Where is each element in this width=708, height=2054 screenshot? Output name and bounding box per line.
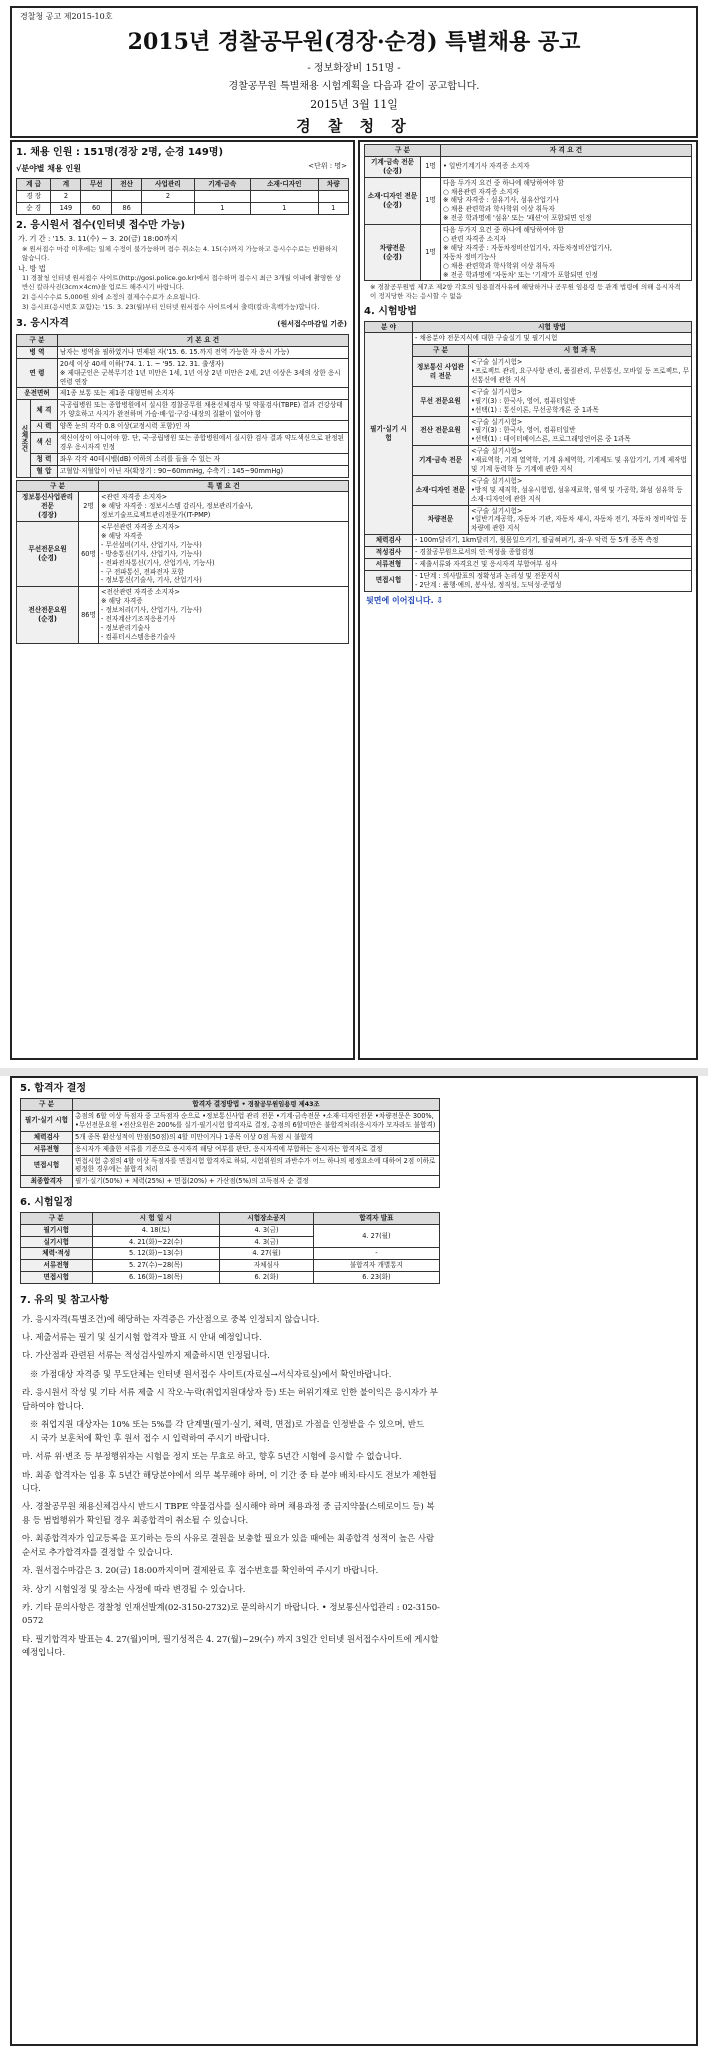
cell: 정보통신사업관리 전문 (경장): [17, 492, 79, 522]
page-2-frame: [10, 1076, 698, 2046]
table-header: 구 분: [365, 145, 441, 157]
cell: 혈 압: [31, 465, 58, 477]
notes-list: [16, 1313, 446, 1660]
cell: 운전면허: [17, 388, 58, 400]
list-item: 자. 원서접수마감은 3. 20(금) 18:00까지이며 결제완료 후 접수번호를 확인하여 주시기 바랍니다.: [22, 1565, 379, 1576]
cell: 6. 16(화)~18(목): [92, 1272, 220, 1284]
cell: 체력검사: [21, 1131, 73, 1143]
table-row: [17, 400, 349, 421]
cell: 무선 전문요원: [413, 386, 469, 416]
cell: [318, 191, 349, 203]
cell: 1명: [421, 177, 441, 224]
cell: 순 경: [17, 203, 51, 215]
cell: [111, 191, 141, 203]
section-6-title: 6. 시험일정: [20, 1197, 73, 1209]
cell: 경 장: [17, 191, 51, 203]
section-3-title: 3. 응시자격: [16, 317, 69, 329]
cell: 색 신: [31, 433, 58, 454]
table-row: [365, 416, 692, 446]
cell: <구술 실기시험> •방적 및 제직학, 섬유시험법, 섬유재료학, 염색 및 가공학, 화섬 섬유학 등 소재·디자인에 관한 지식: [469, 475, 692, 505]
table-header: 시 험 과 목: [469, 345, 692, 357]
list-item: ※ 가점대상 자격증 및 무도단체는 인터넷 원서접수 사이트(자료실→서식자료실)에서 확인바랍니다.: [30, 1368, 392, 1379]
cell: 최종합격자: [21, 1176, 73, 1188]
apply-method-1: 1) 경찰청 인터넷 원서접수 사이트(http://gosi.police.go.kr)에서 접수하며 접수시 최근 3개월 이내에 촬영한 상반신 칼라사진(3cm×4cm)을 업로드 해주시기 바랍니다.: [22, 274, 341, 292]
list-item: ※ 취업지원 대상자는 10% 또는 5%를 각 단계별(필기·실기, 체력, 면접)로 가점을 인정받을 수 있으며, 반드시 국가 보훈처에 확인 후 원서 접수 시 입력하여 주시기 바랍니다.: [30, 1419, 425, 1443]
section-1-title: 1. 채용 인원 : 151명(경장 2명, 순경 149명): [16, 147, 224, 158]
table-header: 소재·디자인: [251, 179, 318, 191]
pass-decision-table: [20, 1098, 440, 1189]
table-header: 구 분: [17, 335, 58, 347]
table-row: [365, 333, 692, 345]
section-4-title: 4. 시험방법: [364, 306, 417, 317]
cell: 4. 3(금): [220, 1236, 314, 1248]
list-item: 카. 기타 문의사항은 경찰청 인재선발계(02-3150-2732)로 문의하시기 바랍니다. • 정보통신사업관리 : 02-3150-0572: [22, 1602, 440, 1626]
page-2: [0, 1076, 708, 2054]
table-row: [17, 433, 349, 454]
cell: [251, 191, 318, 203]
table-row: [21, 1272, 440, 1284]
basic-requirements-table: [16, 334, 349, 478]
cell: 국공립병원 또는 종합병원에서 실시한 경찰공무원 채용신체검사 및 약물검사(TBPE) 결과 건강상태가 양호하고 사지가 완전하며 가슴·배·입·구강·내장의 질환이 없어야 함: [57, 400, 348, 421]
cell: 면접시험: [365, 570, 413, 591]
unit-label: <단위 : 명>: [308, 161, 347, 170]
cell: 기계·금속 전문 (순경): [365, 156, 421, 177]
header-text: 합격자 결정방법: [192, 1099, 240, 1108]
cell: 1명: [421, 225, 441, 281]
cell: 소재·디자인 전문: [413, 475, 469, 505]
schedule-table: [20, 1212, 440, 1284]
list-item: 타. 필기합격자 발표는 4. 27(월)이며, 필기성적은 4. 27(월)~29(수) 까지 3일간 인터넷 원서접수사이트에 게시할 예정입니다.: [22, 1633, 439, 1658]
table-header: 특 별 요 건: [99, 480, 349, 492]
intro-text: 경찰공무원 특별채용 시험계획을 다음과 같이 공고합니다.: [228, 81, 480, 92]
cell: 색신이상이 아니어야 함. 단, 국·공립병원 또는 종합병원에서 실시한 검사 결과 약도색신으로 판정된 경우 응시자격 인정: [57, 433, 348, 454]
table-row: [17, 453, 349, 465]
table-row: [365, 570, 692, 591]
table-header-row: [21, 1212, 440, 1224]
cell: 필기시험: [21, 1224, 93, 1236]
apply-method-2: 2) 응시수수료 5,000원 외에 소정의 결제수수료가 소요됩니다.: [22, 292, 200, 301]
cell: 1: [251, 203, 318, 215]
special-requirements-table: [16, 480, 349, 644]
table-header-row: [365, 145, 692, 157]
table-row: [365, 505, 692, 535]
cell: 병 역: [17, 346, 58, 358]
apply-method-3: 3) 응시표(응시번호 포함)는 '15. 3. 23(월)부터 인터넷 원서접수 사이트에서 출력(칼라·흑백가능)합니다.: [22, 302, 320, 311]
table-row: [17, 388, 349, 400]
table-header-row: [21, 1098, 440, 1111]
cell: 좌우 각각 40데시벨(dB) 이하의 소리를 들을 수 있는 자: [57, 453, 348, 465]
table-header: 전산: [111, 179, 141, 191]
notice-date: 2015년 3월 11일: [310, 98, 398, 111]
table-header: 시 험 일 시: [92, 1212, 220, 1224]
section-2-title: 2. 응시원서 접수(인터넷 접수만 가능): [16, 219, 186, 231]
cell: 서류전형: [365, 558, 413, 570]
table-row: [17, 358, 349, 388]
cell: 149: [51, 203, 81, 215]
cell: 86명: [79, 587, 99, 643]
cell: 총점의 6할 이상 득점자 중 고득점자 순으로 •정보통신사업 관리 전문 •기계·금속전문 •소재·디자인전문 •차량전문은 300%, •무선전문요원 •전산요원은 200%를 실기·필기시험 합격자로 결정, 총점의 6할미만은 불합격처리(응시자가 모자라도 불합격): [73, 1111, 440, 1132]
cell: 남자는 병역을 필하였거나 면제된 자('15. 6. 15.까지 전역 가능한 자 응시 가능): [57, 346, 348, 358]
table-header-row: [17, 480, 349, 492]
table-row: [365, 446, 692, 476]
table-row: [365, 558, 692, 570]
table-header: 무선: [81, 179, 111, 191]
cell: 6. 23(화): [313, 1272, 439, 1284]
cell: 4. 27(월): [313, 1224, 439, 1248]
list-item: 아. 최종합격자가 입교등록을 포기하는 등의 사유로 결원을 보충할 필요가 있을 때에는 최종합격 성적이 높은 사람 순서로 추가합격자를 결정할 수 있습니다.: [22, 1533, 435, 1557]
cell: 면접시험 총점의 4할 이상 득점자를 면접시험 합격자로 하되, 시험위원의 과반수가 어느 하나의 평정요소에 대하여 2점 이하로 평정한 경우에는 불합격 처리: [73, 1155, 440, 1176]
list-item: 다. 가산점과 관련된 서류는 적성검사일까지 제출하시면 인정됩니다.: [22, 1350, 270, 1361]
header-ref: • 경찰공무원임용령 제43조: [241, 1100, 320, 1108]
cell: <구술 실기시험> •재료역학, 기계 열역학, 기계 유체역학, 기계제도 및 유압기기, 기계 제작법 및 기계 동력학 등 기계에 관한 지식: [469, 446, 692, 476]
criteria-date-tag: (원서접수마감일 기준): [277, 319, 347, 328]
cell: 적성검사: [365, 547, 413, 559]
cell: 실기시험: [21, 1236, 93, 1248]
table-row: [365, 535, 692, 547]
cell: 6. 2(화): [220, 1272, 314, 1284]
cell: - 제출서류와 자격요건 및 응시자격 부합여부 심사: [413, 558, 692, 570]
cell: <구술 실기시험> •일반기계공학, 자동차 기관, 자동차 섀시, 자동차 전기, 자동차 정비작업 등 차량에 관한 지식: [469, 505, 692, 535]
table-row: [21, 1111, 440, 1132]
table-header-row: [17, 179, 349, 191]
table-header: 시험장소공지: [220, 1212, 314, 1224]
cell: 4. 18(토): [92, 1224, 220, 1236]
section-1-subtitle: √분야별 채용 인원: [16, 163, 82, 173]
table-header: 구 분: [17, 480, 99, 492]
cell: 필기·실기(50%) + 체력(25%) + 면접(20%) + 가산점(5%)의 고득점자 순 결정: [73, 1176, 440, 1188]
continued-note: 뒷면에 이어집니다. ⇩: [366, 595, 444, 605]
cell: <관련 자격증 소지자> ※ 해당 자격증 : 정보시스템 감리사, 정보관리기술사, 정보기술프로젝트관리전문가(IT-PMP): [99, 492, 349, 522]
notice-number: 경찰청 공고 제2015-10호: [20, 12, 113, 21]
table-header: 분 야: [365, 321, 413, 333]
cell: • 일반기계기사 자격증 소지자: [441, 156, 692, 177]
cell: 5. 12(화)~13(수): [92, 1248, 220, 1260]
cell: 1명: [421, 156, 441, 177]
cell: 60: [81, 203, 111, 215]
table-header: 자 격 요 건: [441, 145, 692, 157]
apply-period: 가. 기 간 : '15. 3. 11(수) ~ 3. 20(금) 18:00까지: [18, 234, 178, 244]
list-item: 마. 서류 위·변조 등 부정행위자는 시험을 정지 또는 무효로 하고, 향후 5년간 시험에 응시할 수 없습니다.: [22, 1451, 402, 1462]
table-row: [17, 421, 349, 433]
table-header: 계 급: [17, 179, 51, 191]
cell: 전산 전문요원: [413, 416, 469, 446]
table-header: 차량: [318, 179, 349, 191]
table-row: [21, 1248, 440, 1260]
table-header-row: [365, 345, 692, 357]
section-7-title: 7. 유의 및 참고사항: [20, 1295, 109, 1307]
table-row: [365, 386, 692, 416]
cell: 면접시험: [21, 1272, 93, 1284]
notice-header: [10, 6, 698, 138]
cell: 소재·디자인 전문 (순경): [365, 177, 421, 224]
cell: 고혈압·저혈압이 아닌 자(확장기 : 90~60mmHg, 수축기 : 145~90mmHg): [57, 465, 348, 477]
cell: 청 력: [31, 453, 58, 465]
table-header: 합격자 발표: [313, 1212, 439, 1224]
exam-method-table: [364, 321, 692, 592]
apply-method-label: 나. 방 법: [18, 263, 46, 273]
cell: 차량전문 (순경): [365, 225, 421, 281]
cell: <구술 실기시험> •필기(3) : 한국사, 영어, 컴퓨터일반 •선택(1) : 통신이론, 무선공학개론 중 1과목: [469, 386, 692, 416]
cell: 4. 27(월): [220, 1248, 314, 1260]
page-title: 2015년 경찰공무원(경장·순경) 특별채용 공고: [127, 29, 581, 55]
list-item: 나. 제출서류는 필기 및 실기시험 합격자 발표 시 안내 예정입니다.: [22, 1332, 262, 1343]
cell: [142, 203, 194, 215]
cell: 양쪽 눈의 각각 0.8 이상(교정시력 포함)인 자: [57, 421, 348, 433]
table-row: [365, 475, 692, 505]
disqualification-note: ※ 경찰공무원법 제7조 제2항 각호의 임용결격사유에 해당하거나 공무원 임용령 등 관계 법령에 의해 응시자격이 정지당한 자는 응시할 수 없음: [370, 283, 681, 301]
table-row: [365, 547, 692, 559]
table-row: [17, 492, 349, 522]
cell: - 채용분야 전문지식에 대한 구술실기 및 필기시험: [413, 333, 692, 345]
cell: 서류전형: [21, 1260, 93, 1272]
table-row: [17, 587, 349, 643]
table-row: [21, 1143, 440, 1155]
cell: 차량전문: [413, 505, 469, 535]
table-header: 구 분: [21, 1212, 93, 1224]
cell: 86: [111, 203, 141, 215]
cell: 1: [318, 203, 349, 215]
cell: 제1종 보통 또는 제1종 대형면허 소지자: [57, 388, 348, 400]
cell: 기계·금속 전문: [413, 446, 469, 476]
cell: 4. 3(금): [220, 1224, 314, 1236]
cell: 서류전형: [21, 1143, 73, 1155]
special-requirements-table-2: [364, 144, 692, 281]
table-row: [17, 203, 349, 215]
cell: 5개 종목 환산성적이 만점(50점)의 4할 미만이거나 1종목 이상 0점 득점 시 불합격: [73, 1131, 440, 1143]
table-header: 구 분: [21, 1098, 73, 1111]
table-row: [21, 1131, 440, 1143]
cell: 2: [142, 191, 194, 203]
cell: 2명: [79, 492, 99, 522]
apply-period-note: ※ 원서접수 마감 이후에는 일체 수정이 불가능하며 접수 취소는 4. 15(수)까지 가능하고 응시수수료는 반환하지 않습니다.: [22, 245, 338, 262]
table-row: [21, 1176, 440, 1188]
cell: 불합격자 개별통지: [313, 1260, 439, 1272]
table-header: 시험 방법: [413, 321, 692, 333]
table-row: [365, 225, 692, 281]
table-row: [17, 465, 349, 477]
cell: -: [313, 1248, 439, 1260]
page-gap: [0, 1068, 708, 1076]
cell: 신체조건: [17, 400, 31, 477]
table-row: [17, 191, 349, 203]
cell: - 1단계 : 의사발표의 정확성과 논리성 및 전문지식 - 2단계 : 품행·예의, 봉사성, 정직성, 도덕성·준법성: [413, 570, 692, 591]
table-row: [21, 1260, 440, 1272]
cell: 5. 27(수)~28(목): [92, 1260, 220, 1272]
cell: 전산전문요원 (순경): [17, 587, 79, 643]
cell: 체 격: [31, 400, 58, 421]
table-row: [365, 156, 692, 177]
cell: 체력·적성: [21, 1248, 93, 1260]
cell: 필기·실기 시험: [365, 333, 413, 535]
cell: 면접시험: [21, 1155, 73, 1176]
cell: 자체심사: [220, 1260, 314, 1272]
cell: - 100m달리기, 1km달리기, 윗몸일으키기, 팔굽혀펴기, 좌·우 악력 등 5개 종목 측정: [413, 535, 692, 547]
list-item: 차. 상기 시험일정 및 장소는 사정에 따라 변경될 수 있습니다.: [22, 1583, 246, 1594]
cell: 다음 두가지 요건 중 하나에 해당하여야 함 ○ 관련 자격증 소지자 ※ 해당 자격증 : 자동차정비산업기사, 자동차정비산업기사, 자동차 정비기능사 ○ 채용 관련학과 학사학위 이상 취득자 ※ 전공 학과명에 '자동차' 또는 '기계'가 포함되면 인정: [441, 225, 692, 281]
cell: 필기·실기 시험: [21, 1111, 73, 1132]
list-item: 가. 응시자격(특별조건)에 해당하는 자격증은 가산점으로 중복 인정되지 않습니다.: [22, 1313, 320, 1324]
cell: <구술 실기시험> •필기(3) : 한국사, 영어, 컴퓨터일반 •선택(1) : 데이터베이스론, 프로그래밍언어론 중 1과목: [469, 416, 692, 446]
table-header: 기계·금속: [194, 179, 251, 191]
cell: 체력검사: [365, 535, 413, 547]
recruit-table: [16, 178, 349, 215]
cell: <전산관련 자격증 소지자> ※ 해당 자격증 - 정보처리(기사, 산업기사, 기능사) - 전자계산기조직응용기사 - 정보관리기술사 - 컴퓨터시스템응용기술사: [99, 587, 349, 643]
cell: 다음 두가지 요건 중 하나에 해당하여야 함 ○ 채용관련 자격증 소지자 ※ 해당 자격증 : 섬유기사, 섬유산업기사 ○ 채용 관련학과 학사학위 이상 취득자 ※ 전공 학과명에 '섬유' 또는 '패션'이 포함되면 인정: [441, 177, 692, 224]
table-row: [17, 346, 349, 358]
cell: 무선전문요원 (순경): [17, 522, 79, 587]
table-row: [365, 357, 692, 387]
table-row: [365, 177, 692, 224]
cell: 60명: [79, 522, 99, 587]
table-header: 구 분: [413, 345, 469, 357]
section-5-title: 5. 합격자 결정: [20, 1083, 87, 1094]
table-header: 계: [51, 179, 81, 191]
table-header: [73, 1098, 440, 1111]
cell: <무선관련 자격증 소지자> ※ 해당 자격증 - 무선설비(기사, 산업기사, 기능사) - 방송통신(기사, 산업기사, 기능사) - 전파전자통신(기사, 산업기사, 기능사) - 구 전파통신, 전파전자 포함 - 정보통신(기술사, 기사, 산업기사): [99, 522, 349, 587]
table-row: [17, 522, 349, 587]
list-item: 사. 경찰공무원 채용신체검사시 반드시 TBPE 약물검사를 실시해야 하며 채용과정 중 금지약물(스테로이드 등) 복용 등 범법행위가 확인될 경우 최종합격이 취소될 수 있습니다.: [22, 1501, 435, 1525]
page-subtitle: - 정보화장비 151명 -: [307, 63, 401, 74]
cell: - 경찰공무원으로서의 인·적성을 종합검정: [413, 547, 692, 559]
list-item: 바. 최종 합격자는 임용 후 5년간 해당분야에서 의무 복무해야 하며, 이 기간 중 타 분야 배치·타시도 전보가 제한됩니다.: [22, 1469, 437, 1493]
cell: [81, 191, 111, 203]
right-column: [358, 140, 698, 1060]
cell: 시 력: [31, 421, 58, 433]
table-header: 기 본 요 건: [57, 335, 348, 347]
cell: 정보통신 사업관리 전문: [413, 357, 469, 387]
cell: 2: [51, 191, 81, 203]
table-header-row: [365, 321, 692, 333]
table-row: [21, 1155, 440, 1176]
cell: [194, 191, 251, 203]
cell: 20세 이상 40세 이하('74. 1. 1. ~ '95. 12. 31. 출생자) ※ 제대군인은 군복무기간 1년 미만은 1세, 1년 이상 2년 미만은 2세, 2년 이상은 3세의 상한 응시연령 연장: [57, 358, 348, 388]
issuer: 경 찰 청 장: [296, 117, 412, 135]
cell: <구술 실기시험> •프로젝트 관리, 요구사항 관리, 품질관리, 무선통신, 모바일 등 프로젝트, 무선통신에 관한 지식: [469, 357, 692, 387]
table-row: [21, 1224, 440, 1236]
cell: 1: [194, 203, 251, 215]
table-header-row: [17, 335, 349, 347]
left-column: [10, 140, 355, 1060]
list-item: 라. 응시원서 작성 및 기타 서류 제출 시 작오·누락(취업지원대상자 등) 또는 허위기재로 인한 불이익은 응시자가 부담하여야 합니다.: [22, 1387, 438, 1411]
cell: 연 령: [17, 358, 58, 388]
table-header: 사업관리: [142, 179, 194, 191]
cell: 응시자가 제출한 서류를 기준으로 응시자격 해당 여부를 판단, 응시자격에 부합하는 응시자는 합격자로 결정: [73, 1143, 440, 1155]
cell: 4. 21(화)~22(수): [92, 1236, 220, 1248]
